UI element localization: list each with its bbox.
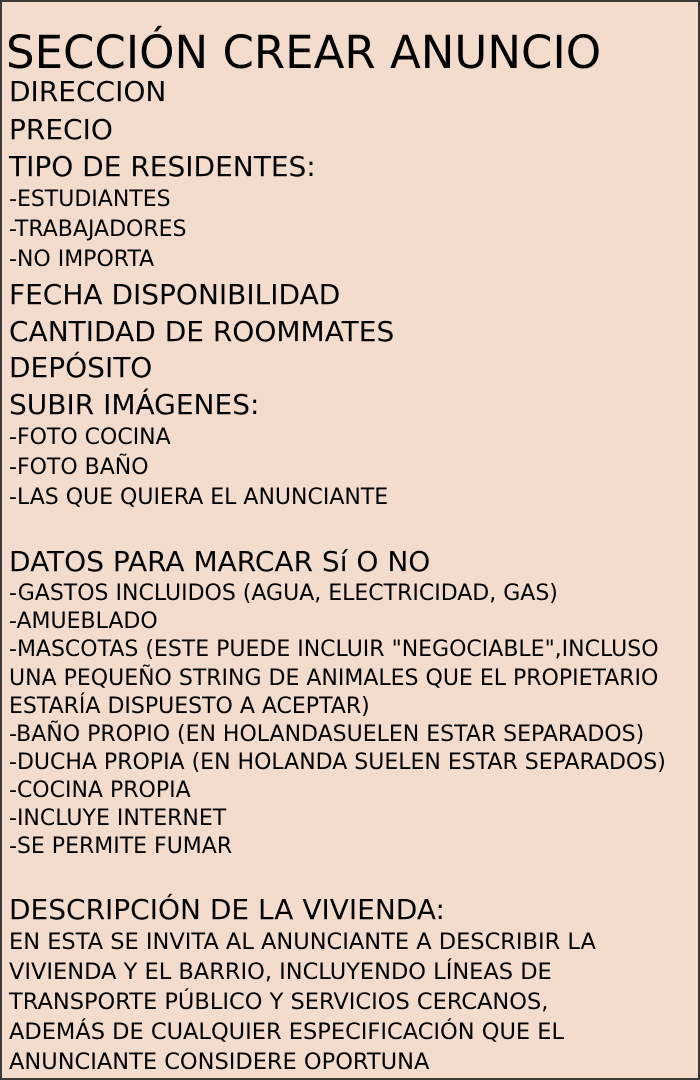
image-item-otras: -LAS QUE QUIERA EL ANUNCIANTE <box>9 485 389 510</box>
list-item: -MASCOTAS (ESTE PUEDE INCLUIR "NEGOCIABLE",INCLUSO <box>9 637 659 662</box>
description-line: VIVIENDA Y EL BARRIO, INCLUYENDO LÍNEAS DE <box>9 959 552 985</box>
description-line: EN ESTA SE INVITA AL ANUNCIANTE A DESCRIBIR LA <box>9 929 596 955</box>
list-item: -AMUEBLADO <box>9 609 158 634</box>
field-tipo-residentes: TIPO DE RESIDENTES: <box>9 150 316 183</box>
image-item-bano: -FOTO BAÑO <box>9 455 149 480</box>
description-line: TRANSPORTE PÚBLICO Y SERVICIOS CERCANOS, <box>9 989 549 1015</box>
section-descripcion: DESCRIPCIÓN DE LA VIVIENDA: <box>9 893 445 926</box>
field-cantidad-roommates: CANTIDAD DE ROOMMATES <box>9 315 395 348</box>
option-trabajadores: -TRABAJADORES <box>9 217 187 242</box>
field-subir-imagenes: SUBIR IMÁGENES: <box>9 388 260 421</box>
list-item: -SE PERMITE FUMAR <box>9 834 233 859</box>
image-item-cocina: -FOTO COCINA <box>9 425 171 450</box>
list-item: -INCLUYE INTERNET <box>9 806 227 831</box>
field-precio: PRECIO <box>9 113 113 146</box>
list-item: -GASTOS INCLUIDOS (AGUA, ELECTRICIDAD, GAS) <box>9 581 558 606</box>
field-direccion: DIRECCION <box>9 75 167 108</box>
option-no-importa: -NO IMPORTA <box>9 247 155 272</box>
list-item: ESTARÍA DISPUESTO A ACEPTAR) <box>9 694 370 719</box>
list-item: UNA PEQUEÑO STRING DE ANIMALES QUE EL PROPIETARIO <box>9 666 659 691</box>
description-line: ANUNCIANTE CONSIDERE OPORTUNA <box>9 1049 430 1075</box>
section-datos-si-no: DATOS PARA MARCAR Sí O NO <box>9 545 431 578</box>
option-estudiantes: -ESTUDIANTES <box>9 187 171 212</box>
field-fecha-disponibilidad: FECHA DISPONIBILIDAD <box>9 278 341 311</box>
page-title: SECCIÓN CREAR ANUNCIO <box>6 26 602 79</box>
description-line: ADEMÁS DE CUALQUIER ESPECIFICACIÓN QUE EL <box>9 1019 565 1045</box>
list-item: -DUCHA PROPIA (EN HOLANDA SUELEN ESTAR SEPARADOS) <box>9 750 666 775</box>
list-item: -COCINA PROPIA <box>9 778 191 803</box>
field-deposito: DEPÓSITO <box>9 351 153 384</box>
list-item: -BAÑO PROPIO (EN HOLANDASUELEN ESTAR SEPARADOS) <box>9 722 645 747</box>
